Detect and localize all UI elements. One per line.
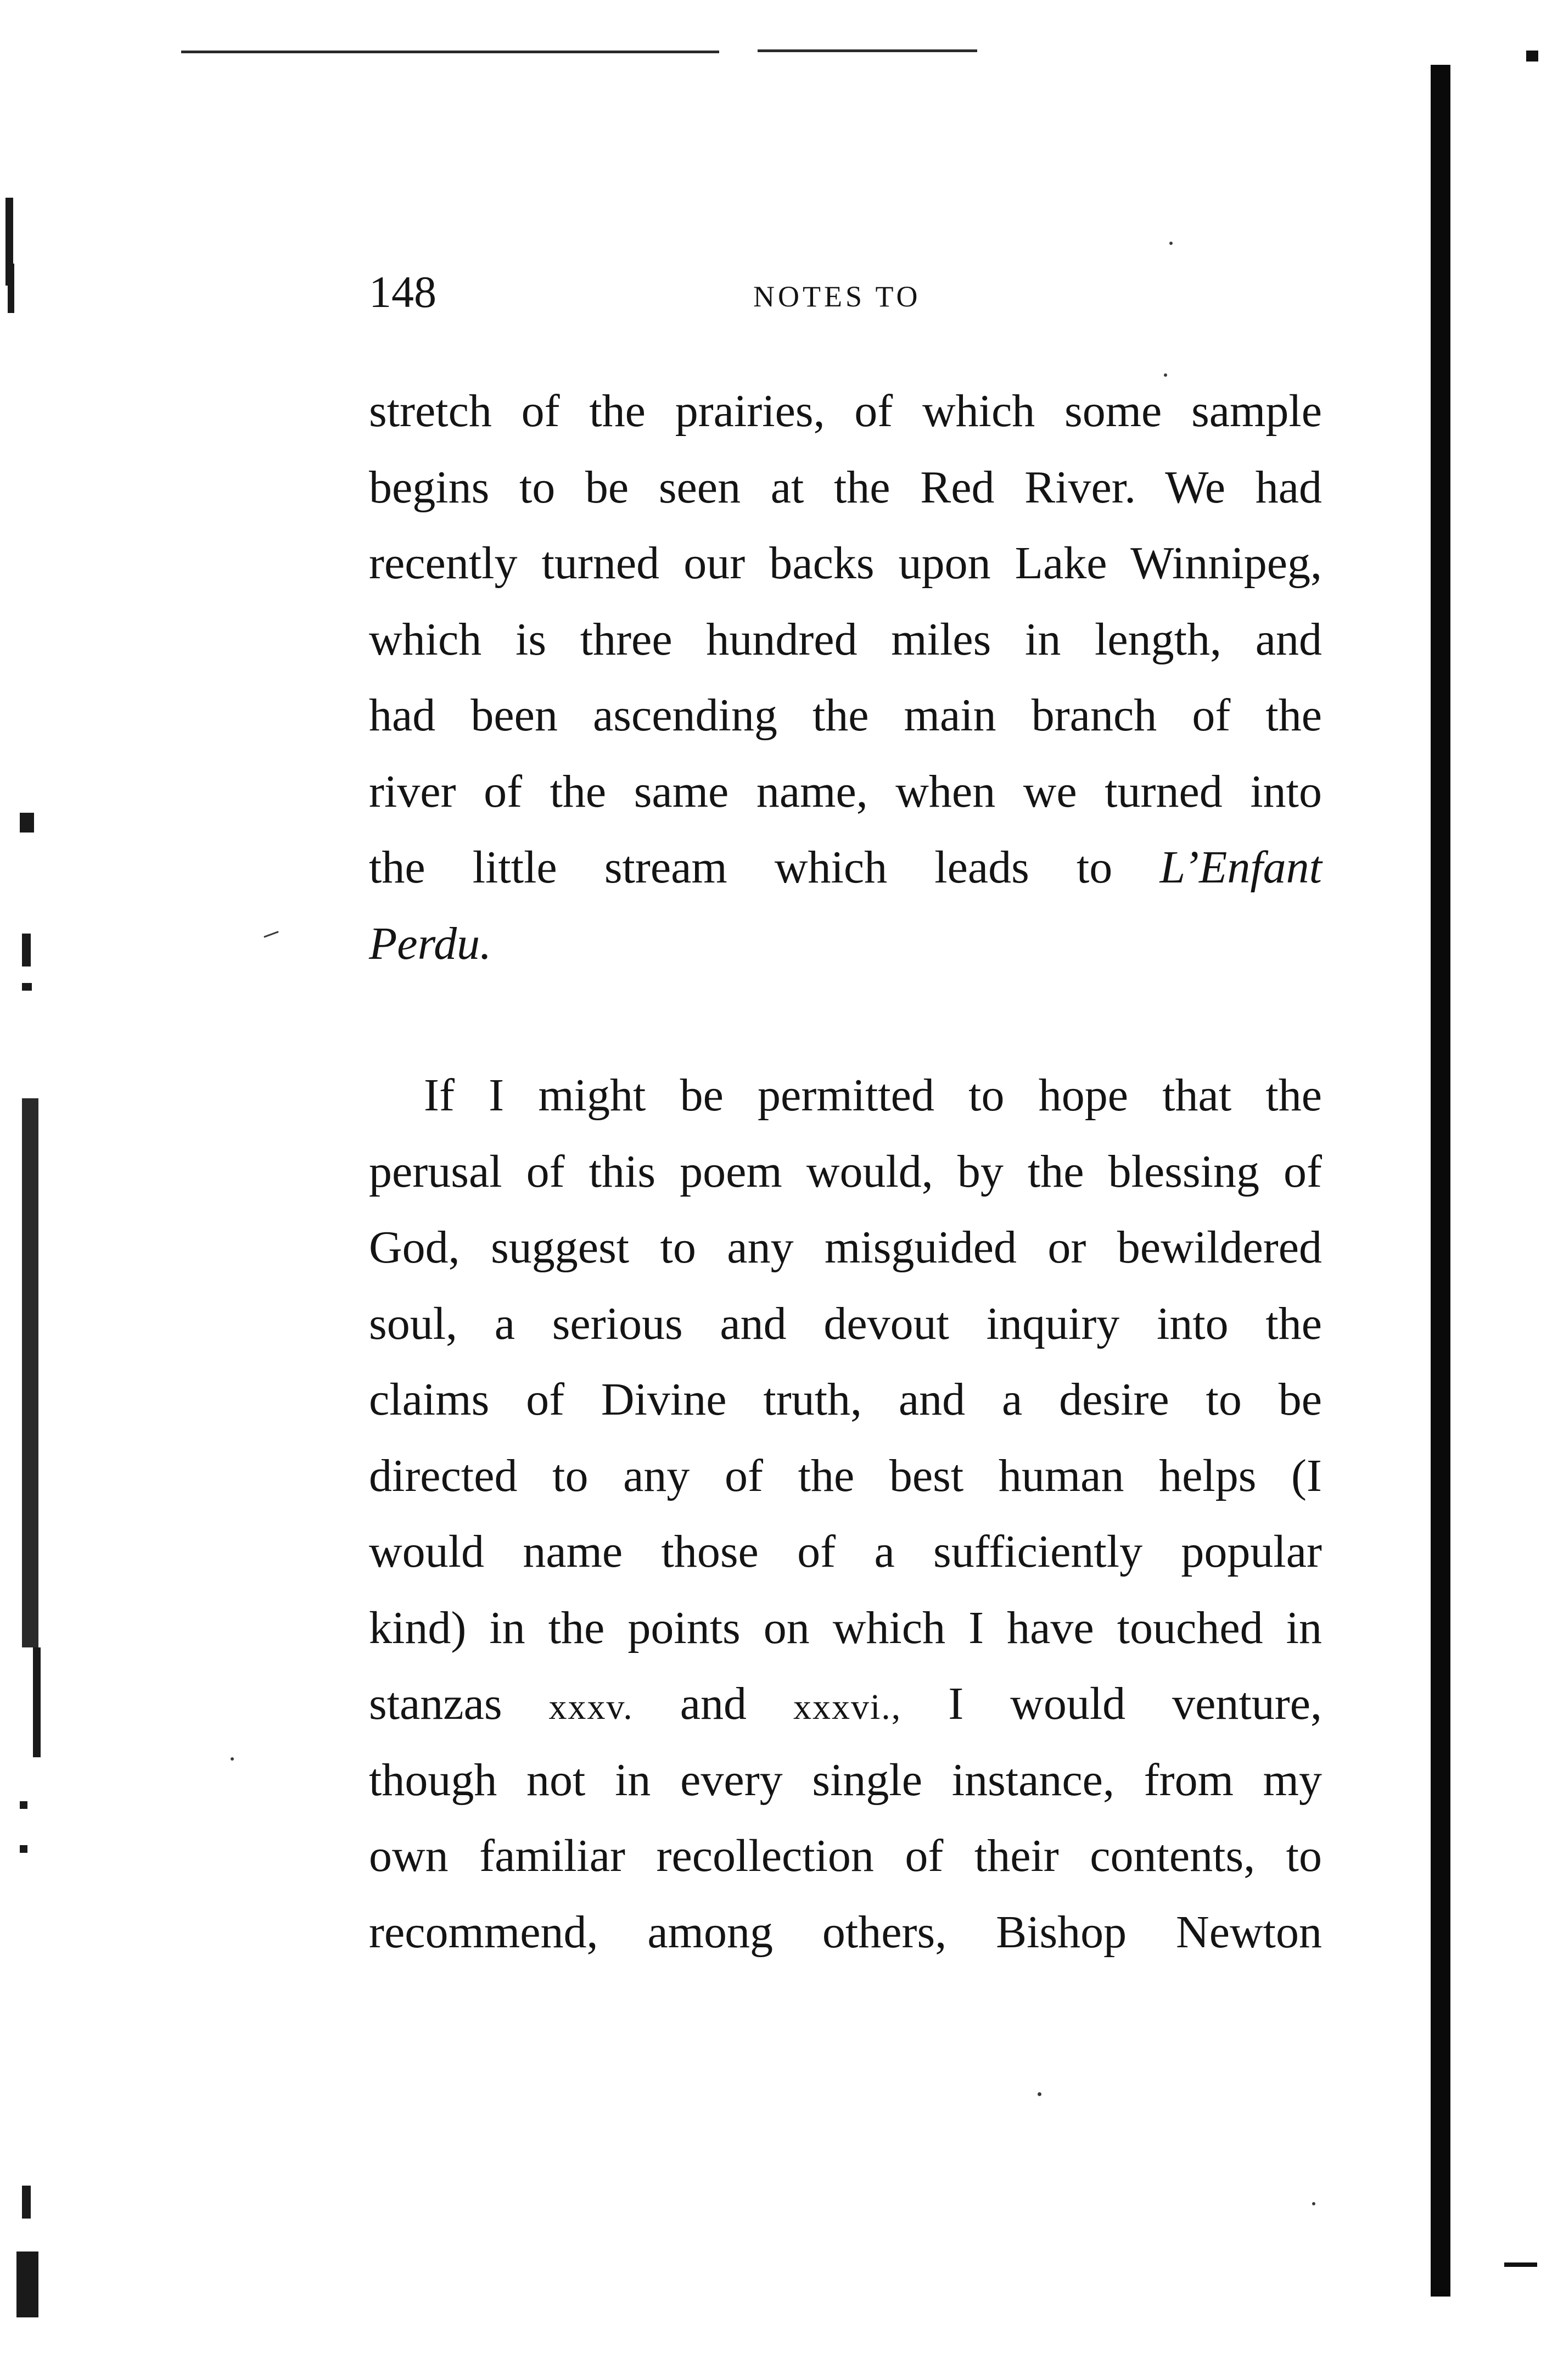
gutter-mark xyxy=(20,813,34,833)
gutter-mark xyxy=(22,2186,31,2219)
italic-title: Perdu. xyxy=(369,918,492,969)
scan-right-edge-bar xyxy=(1431,65,1450,2297)
gutter-mark xyxy=(16,2251,38,2317)
stanza-numeral: xxxv. xyxy=(548,1687,634,1727)
text-line xyxy=(369,830,1322,906)
gutter-mark xyxy=(8,264,14,313)
scan-right-nick xyxy=(1504,2262,1537,2267)
text-line: though not in every single instance, from my xyxy=(369,1754,1322,1806)
text-line: If I might be permitted to hope that the xyxy=(424,1070,1322,1121)
text-line: perusal of this poem would, by the blessing of xyxy=(369,1146,1322,1197)
gutter-mark xyxy=(33,1647,41,1757)
gutter-mark xyxy=(22,1098,38,1647)
scan-speck xyxy=(231,1757,234,1761)
text-line xyxy=(369,1666,1322,1742)
text-line: soul, a serious and devout inquiry into the xyxy=(369,1298,1322,1349)
text-span: I would venture, xyxy=(948,1678,1323,1729)
text-line: recommend, among others, Bishop Newton xyxy=(369,1906,1322,1958)
italic-title: L’Enfant xyxy=(1159,842,1322,893)
text-span: and xyxy=(680,1678,747,1729)
text-line: kind) in the points on which I have touched in xyxy=(369,1602,1322,1653)
text-line: had been ascending the main branch of the xyxy=(369,690,1322,741)
paragraph-2 xyxy=(369,1058,1322,1970)
text-line: which is three hundred miles in length, and xyxy=(369,613,1322,665)
text-line: directed to any of the best human helps (I xyxy=(369,1450,1322,1501)
text-line: river of the same name, when we turned into xyxy=(369,766,1322,817)
text-span: the little stream which leads to xyxy=(369,842,1113,893)
scan-left-gutter xyxy=(0,55,82,2372)
page-number: 148 xyxy=(369,267,436,317)
gutter-mark xyxy=(20,1801,27,1809)
text-line: stretch of the prairies, of which some sample xyxy=(369,386,1322,437)
text-line: would name those of a sufficiently popular xyxy=(369,1526,1322,1577)
text-line: recently turned our backs upon Lake Winnipeg, xyxy=(369,538,1322,589)
running-header xyxy=(369,265,1322,331)
paragraph-1 xyxy=(369,373,1322,982)
text-line: God, suggest to any misguided or bewildered xyxy=(369,1222,1322,1273)
scan-top-rule xyxy=(758,49,977,52)
gutter-mark xyxy=(22,934,31,966)
running-title: NOTES TO xyxy=(753,280,921,313)
text-line: own familiar recollection of their contents, to xyxy=(369,1830,1322,1881)
scan-speck xyxy=(264,931,278,937)
scan-top-rule xyxy=(181,51,719,53)
stanza-numeral: xxxvi., xyxy=(793,1687,902,1727)
scan-right-nick xyxy=(1526,51,1538,62)
scan-speck xyxy=(1038,2092,1041,2096)
text-line: begins to be seen at the Red River. We had xyxy=(369,461,1322,513)
text-span: stanzas xyxy=(369,1678,502,1729)
gutter-mark xyxy=(20,1845,27,1853)
gutter-mark xyxy=(22,983,32,991)
scan-speck xyxy=(1312,2202,1315,2205)
scan-speck xyxy=(1169,242,1173,245)
text-line: claims of Divine truth, and a desire to be xyxy=(369,1374,1322,1425)
